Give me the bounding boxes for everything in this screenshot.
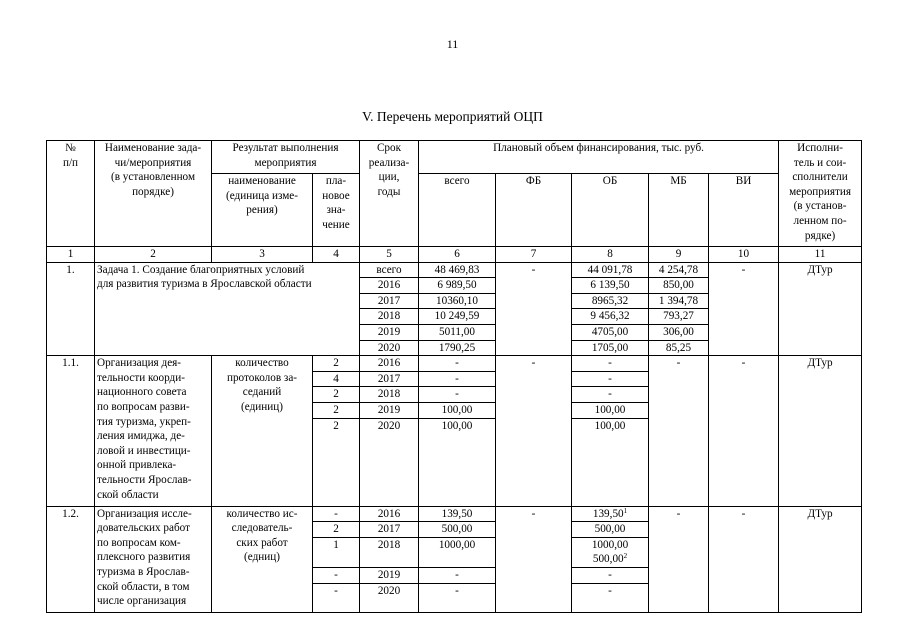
task1-ob: 1705,00 — [572, 340, 649, 356]
item12-indicator: количество ис- следователь- ских работ (едниц) — [212, 506, 313, 612]
item11-year: 2018 — [360, 387, 419, 403]
item12-total: - — [419, 567, 496, 583]
task1-ob: 4705,00 — [572, 324, 649, 340]
header-col-indicator-name: наименование (единица изме- рения) — [212, 174, 313, 247]
item12-total: 1000,00 — [419, 537, 496, 567]
item12-plan: - — [313, 567, 360, 583]
item12-plan: 2 — [313, 522, 360, 538]
item11-total: - — [419, 356, 496, 372]
item11-total: 100,00 — [419, 402, 496, 418]
column-numbers-row — [47, 247, 862, 263]
task1-ob: 9 456,32 — [572, 309, 649, 325]
task1-total: 1790,25 — [419, 340, 496, 356]
item11-year: 2020 — [360, 418, 419, 506]
item12-year: 2020 — [360, 583, 419, 612]
item11-ob: 100,00 — [572, 418, 649, 506]
item11-total: - — [419, 387, 496, 403]
item12-total: - — [419, 583, 496, 612]
item12-name: Организация иссле- довательских работ по вопросам ком- плексного развития туризма в Ярослав- ской области, в том числе организация — [95, 506, 212, 612]
item11-plan: 2 — [313, 402, 360, 418]
header-col-ob: ОБ — [572, 174, 649, 247]
item11-vi: - — [709, 356, 779, 506]
task1-total: 6 989,50 — [419, 278, 496, 294]
header-col-vi: ВИ — [709, 174, 779, 247]
item12-year: 2018 — [360, 537, 419, 567]
item11-plan: 2 — [313, 387, 360, 403]
task1-mb: 850,00 — [649, 278, 709, 294]
item11-year: 2017 — [360, 371, 419, 387]
item11-total: 100,00 — [419, 418, 496, 506]
item11-fb: - — [496, 356, 572, 506]
header-finance-group: Плановый объем финансирования, тыс. руб. — [419, 141, 779, 174]
task1-name: Задача 1. Создание благоприятных условий для развития туризма в Ярославской области — [95, 262, 360, 356]
section-title: V. Перечень мероприятий ОЦП — [362, 109, 543, 124]
header-col-fb: ФБ — [496, 174, 572, 247]
column-number: 10 — [709, 247, 779, 263]
column-number: 9 — [649, 247, 709, 263]
item11-mb: - — [649, 356, 709, 506]
item12-plan: - — [313, 506, 360, 522]
task1-mb: 4 254,78 — [649, 262, 709, 278]
column-number: 5 — [360, 247, 419, 263]
item11-year: 2016 — [360, 356, 419, 372]
header-row-1 — [47, 141, 862, 174]
item12-row — [47, 506, 862, 522]
item12-ob: - — [572, 583, 649, 612]
task1-executor: ДТур — [779, 262, 862, 356]
item11-ob: - — [572, 387, 649, 403]
footnote-mark: 1 — [623, 506, 628, 515]
task1-ob: 8965,32 — [572, 293, 649, 309]
column-number: 3 — [212, 247, 313, 263]
task1-year: 2020 — [360, 340, 419, 356]
column-number: 6 — [419, 247, 496, 263]
task1-total: 48 469,83 — [419, 262, 496, 278]
header-col-mb: МБ — [649, 174, 709, 247]
item12-total: 500,00 — [419, 522, 496, 538]
header-result-group: Результат выполнения мероприятия — [212, 141, 360, 174]
item11-plan: 4 — [313, 371, 360, 387]
page-number: 11 — [446, 37, 459, 51]
activities-table — [46, 140, 862, 613]
item12-total: 139,50 — [419, 506, 496, 522]
column-number: 7 — [496, 247, 572, 263]
item12-plan: 1 — [313, 537, 360, 567]
task1-mb: 85,25 — [649, 340, 709, 356]
item12-mb: - — [649, 506, 709, 612]
task1-mb: 306,00 — [649, 324, 709, 340]
task1-fb: - — [496, 262, 572, 356]
item12-fb: - — [496, 506, 572, 612]
task1-ob: 44 091,78 — [572, 262, 649, 278]
column-number: 4 — [313, 247, 360, 263]
item11-indicator: количество протоколов за- седаний (единиц) — [212, 356, 313, 506]
header-col-task-name: Наименование зада- чи/мероприятия (в установленном порядке) — [95, 141, 212, 247]
item12-ob: 139,50$^1$ — [572, 506, 649, 522]
task1-row — [47, 262, 862, 278]
item11-ob: - — [572, 371, 649, 387]
task1-mb: 793,27 — [649, 309, 709, 325]
task1-year: 2016 — [360, 278, 419, 294]
item11-row — [47, 356, 862, 372]
task1-number: 1. — [47, 262, 95, 356]
task1-year: 2018 — [360, 309, 419, 325]
item12-year: 2019 — [360, 567, 419, 583]
item12-year: 2016 — [360, 506, 419, 522]
task1-year: 2017 — [360, 293, 419, 309]
task1-vi: - — [709, 262, 779, 356]
footnote-mark: 2 — [623, 552, 628, 561]
header-col-plan-value: пла- новое зна- чение — [313, 174, 360, 247]
item12-plan: - — [313, 583, 360, 612]
column-number: 2 — [95, 247, 212, 263]
header-col-term: Срок реализа- ции, годы — [360, 141, 419, 247]
item11-plan: 2 — [313, 356, 360, 372]
column-number: 1 — [47, 247, 95, 263]
item12-year: 2017 — [360, 522, 419, 538]
item12-executor: ДТур — [779, 506, 862, 612]
item11-number: 1.1. — [47, 356, 95, 506]
item11-name: Организация дея- тельности коорди- национного совета по вопросам разви- тия туризма, укреп- ления имиджа, де- ловой и инвестици- онной привлека- тельности Ярослав- ской области — [95, 356, 212, 506]
task1-total: 10360,10 — [419, 293, 496, 309]
item12-ob: 1000,00 500,00$^2$ — [572, 537, 649, 567]
column-number: 11 — [779, 247, 862, 263]
header-col-total: всего — [419, 174, 496, 247]
item11-total: - — [419, 371, 496, 387]
task1-year: всего — [360, 262, 419, 278]
task1-year: 2019 — [360, 324, 419, 340]
item11-ob: 100,00 — [572, 402, 649, 418]
item12-number: 1.2. — [47, 506, 95, 612]
task1-total: 10 249,59 — [419, 309, 496, 325]
task1-mb: 1 394,78 — [649, 293, 709, 309]
item11-year: 2019 — [360, 402, 419, 418]
header-col-executor: Исполни- тель и сои- сполнители мероприятия (в установ- ленном по- рядке) — [779, 141, 862, 247]
task1-ob: 6 139,50 — [572, 278, 649, 294]
task1-total: 5011,00 — [419, 324, 496, 340]
item11-plan: 2 — [313, 418, 360, 506]
column-number: 8 — [572, 247, 649, 263]
item12-ob: - — [572, 567, 649, 583]
item12-ob: 500,00 — [572, 522, 649, 538]
item11-executor: ДТур — [779, 356, 862, 506]
item12-vi: - — [709, 506, 779, 612]
item11-ob: - — [572, 356, 649, 372]
header-col-number: № п/п — [47, 141, 95, 247]
